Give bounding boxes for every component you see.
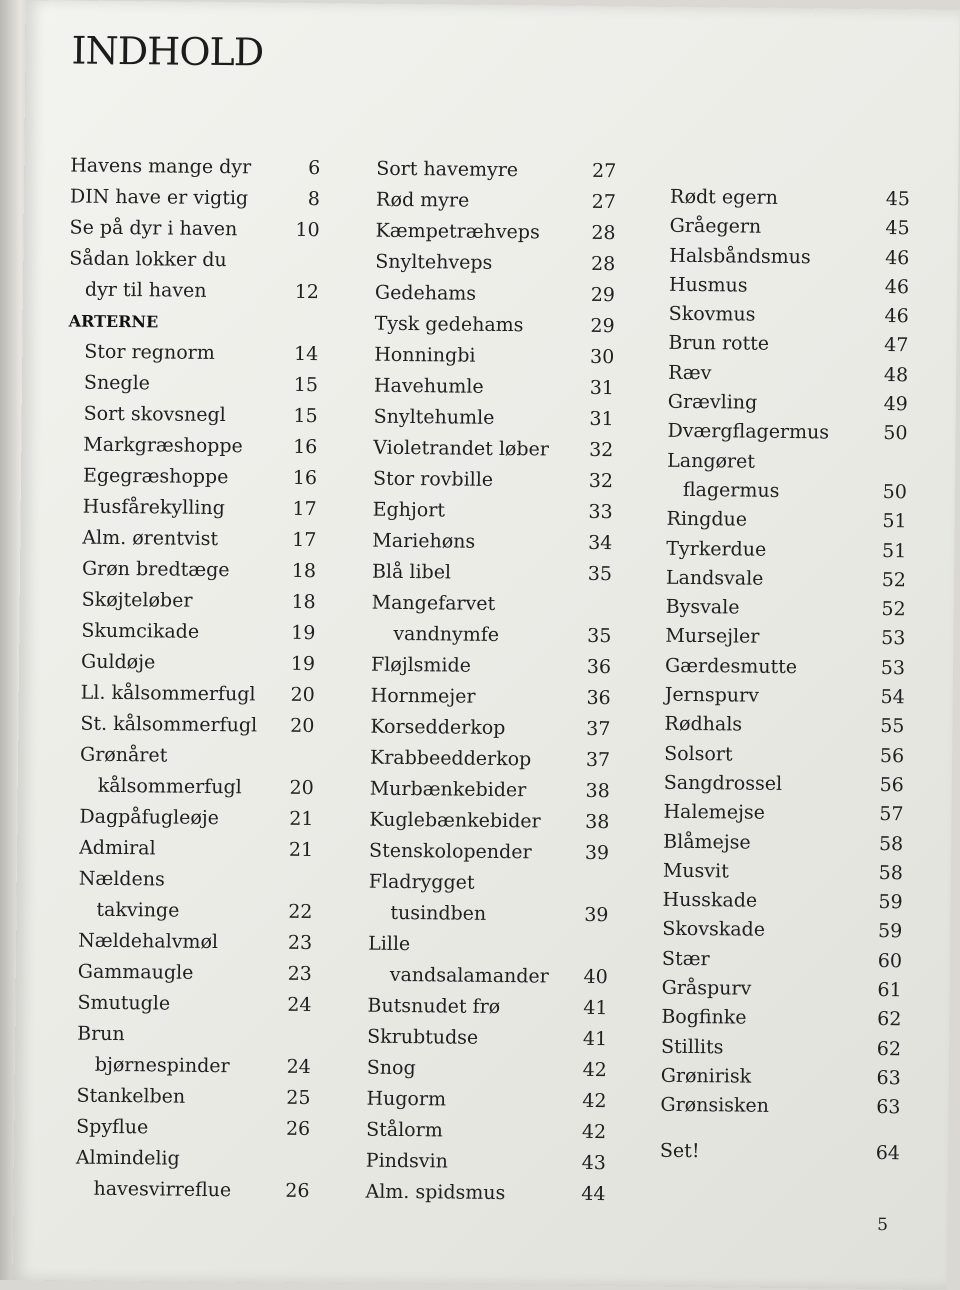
toc-column-3 [660, 183, 910, 1168]
toc-entry-name: Sort skovsnegl [83, 402, 226, 427]
toc-entry [660, 1091, 900, 1123]
toc-entry [669, 271, 909, 303]
toc-entry-page: 36 [586, 655, 612, 679]
toc-entry-name: Sort havemyre [376, 157, 519, 182]
toc-entry-page: 20 [289, 776, 314, 800]
toc-entry-page: 16 [293, 435, 318, 459]
toc-entry-page: 38 [585, 810, 610, 834]
toc-entry-name: Rødt egern [669, 185, 778, 209]
toc-entry-page: 20 [290, 714, 315, 738]
toc-entry-page: 58 [878, 832, 904, 855]
toc-entry-name: Ringdue [666, 508, 748, 531]
toc-entry [667, 417, 907, 449]
toc-entry-page: 27 [591, 190, 617, 214]
toc-entry-name: Mangefarvet [371, 591, 496, 615]
toc-entry-page: 21 [289, 807, 314, 831]
toc-entry [368, 960, 608, 994]
toc-entry-page: 22 [288, 900, 313, 924]
toc-entry-page: 58 [878, 861, 904, 885]
toc-entry [65, 615, 315, 649]
toc-entry [66, 553, 316, 587]
toc-entry [372, 588, 612, 622]
toc-entry-name: Skøjteløber [81, 588, 193, 612]
toc-entry-page: 27 [591, 159, 617, 183]
toc-entry-name: Lille [368, 932, 411, 956]
toc-entry-page: 17 [292, 528, 317, 552]
toc-entry [371, 650, 611, 684]
toc-entry-page: 10 [295, 218, 320, 242]
toc-entry [68, 398, 318, 432]
toc-entry [662, 974, 902, 1006]
toc-entry-name: Stillits [660, 1035, 724, 1058]
toc-entry-page: 23 [287, 931, 313, 955]
toc-entry [373, 433, 613, 467]
toc-entry [666, 593, 906, 625]
toc-entry [666, 505, 906, 537]
toc-entry-page: 60 [877, 949, 903, 972]
toc-entry-name: Halsbåndsmus [669, 244, 811, 268]
toc-entry [64, 708, 314, 742]
toc-entry-page: 55 [880, 715, 905, 738]
toc-entry [665, 622, 905, 654]
toc-entry-name: Butsnudet frø [367, 994, 501, 1019]
toc-entry [366, 1084, 606, 1118]
toc-entry [369, 867, 609, 901]
toc-entry [61, 987, 311, 1021]
toc-entry-name: Admiral [79, 836, 156, 860]
toc-entry-name: Sangdrossel [663, 771, 783, 795]
toc-entry [661, 1062, 901, 1094]
toc-entry-page: 63 [876, 1096, 901, 1119]
toc-entry-page: 32 [588, 469, 614, 493]
toc-entry-name: Honningbi [374, 343, 476, 367]
toc-entry-page: 54 [880, 686, 905, 709]
toc-entry [667, 446, 907, 478]
toc-entry-page: 12 [294, 280, 320, 304]
toc-entry [668, 329, 908, 361]
toc-entry-page: 43 [581, 1151, 606, 1175]
toc-entry-page: 62 [876, 1037, 902, 1060]
toc-entry [369, 836, 609, 870]
toc-entry-page: 51 [881, 539, 907, 562]
toc-entry-name: Gråspurv [661, 976, 752, 1000]
toc-entry-page: 35 [587, 624, 612, 648]
toc-entry [70, 181, 320, 215]
toc-entry-name: Stor regnorm [84, 340, 215, 364]
toc-entry-page: 31 [589, 407, 614, 431]
toc-entry-page: 48 [883, 363, 909, 387]
toc-entry-name: takvinge [96, 898, 180, 922]
toc-column-1 [59, 150, 320, 1207]
toc-entry-page: 56 [879, 773, 904, 797]
toc-entry-name: Rød myre [375, 188, 470, 212]
toc-entry [68, 367, 318, 401]
toc-entry-name: Krabbeedderkop [369, 746, 532, 771]
toc-entry-page: 61 [877, 978, 902, 1002]
toc-entry [374, 340, 614, 374]
toc-entry-name: Havehumle [373, 374, 484, 398]
toc-entry [365, 1177, 605, 1211]
toc-entry [66, 522, 316, 556]
toc-entry-page: 25 [286, 1086, 311, 1110]
toc-entry-page: 45 [885, 217, 910, 240]
toc-entry-page: 50 [882, 480, 908, 504]
toc-entry-name: Husmus [668, 273, 748, 297]
toc-entry-name: Grævling [667, 390, 758, 414]
toc-entry-page: 39 [584, 841, 610, 865]
toc-entry-name: Mursejler [665, 625, 760, 649]
toc-entry-page: 63 [876, 1066, 901, 1090]
toc-entry-name: Langøret [667, 449, 756, 473]
toc-entry-name: Stær [661, 947, 710, 970]
toc-entry [60, 1142, 310, 1176]
section-heading: ARTERNE [68, 311, 159, 332]
toc-entry [370, 743, 610, 777]
toc-entry [665, 681, 905, 713]
toc-entry-name: Guldøje [80, 650, 156, 674]
toc-entry-name: Grønirisk [660, 1064, 752, 1088]
toc-entry [61, 1018, 311, 1052]
toc-entry [668, 359, 908, 391]
toc-entry [373, 495, 613, 529]
toc-entry-page: 28 [591, 221, 616, 245]
toc-entry-page: 47 [884, 334, 909, 357]
toc-entry-name: Skrubtudse [367, 1025, 479, 1049]
toc-entry [664, 739, 904, 771]
toc-entry-name: Husfårekylling [82, 495, 225, 520]
toc-entry-name: Eghjort [372, 498, 446, 522]
toc-entry-page: 57 [879, 803, 904, 826]
toc-entry [62, 925, 312, 959]
toc-entry [372, 526, 612, 560]
toc-entry-name: Alm. spidsmus [365, 1180, 506, 1205]
toc-entry-name: Smutugle [77, 991, 171, 1015]
toc-entry-page: 46 [884, 275, 910, 299]
toc-entry [372, 557, 612, 591]
toc-entry [70, 150, 320, 184]
toc-entry [662, 915, 902, 947]
toc-entry [65, 646, 315, 680]
toc-entry-page: 42 [582, 1089, 607, 1113]
toc-entry [368, 898, 608, 932]
toc-entry [366, 1115, 606, 1149]
toc-entry-page: 50 [883, 422, 908, 445]
toc-entry-page: 42 [581, 1120, 607, 1144]
toc-entry [59, 1173, 309, 1207]
toc-entry-name: Musvit [662, 859, 729, 883]
toc-entry-name: vandnymfe [393, 622, 500, 646]
toc-entry-page: 41 [583, 996, 608, 1020]
toc-entry-page: 17 [292, 497, 317, 521]
toc-entry-name: Skovmus [668, 302, 756, 326]
toc-entry-page: 49 [883, 393, 908, 416]
toc-entry-name: Dagpåfugleøje [79, 805, 220, 830]
toc-entry [376, 185, 616, 219]
toc-entry-name: Fladrygget [368, 870, 475, 894]
toc-entry-name: Fløjlsmide [370, 653, 472, 677]
toc-entry-page: 36 [586, 686, 611, 710]
toc-entry-page: 37 [585, 748, 611, 772]
toc-entry-page: 19 [291, 621, 316, 645]
toc-entry-page: 33 [588, 500, 613, 524]
toc-entry-name: Havens mange dyr [70, 154, 252, 179]
toc-entry-page: 42 [582, 1058, 607, 1082]
toc-entry-name: Ræv [668, 361, 712, 384]
toc-entry-page: 30 [589, 345, 615, 369]
toc-entry [367, 1022, 607, 1056]
toc-entry-page: 29 [590, 283, 616, 307]
toc-entry-page: 16 [292, 466, 318, 490]
toc-entry-page: 18 [291, 559, 317, 583]
toc-entry-name: Blå libel [371, 560, 452, 584]
toc-entry-page: 6 [308, 156, 321, 180]
toc-entry-page: 52 [881, 568, 907, 592]
toc-entry-page: 45 [885, 188, 911, 211]
toc-entry-name: Gedehams [374, 281, 477, 305]
toc-entry-page: 39 [584, 903, 609, 927]
toc-entry-name: Nældehalvmøl [78, 929, 219, 954]
toc-entry-name: Halemejse [663, 800, 766, 825]
toc-entry [69, 212, 319, 246]
toc-entry [64, 739, 314, 773]
toc-entry-name: havesvirreflue [93, 1177, 232, 1202]
toc-entry-name: Sådan lokker du [69, 247, 227, 272]
toc-entry [375, 216, 615, 250]
toc-entry [662, 944, 902, 976]
toc-entry-name: Bogfinke [661, 1006, 747, 1029]
toc-entry-name: kålsommerfugl [97, 774, 242, 799]
toc-entry-name: Bysvale [665, 595, 740, 619]
toc-entry [66, 584, 316, 618]
toc-entry [69, 243, 319, 277]
page-number: 5 [877, 1214, 889, 1236]
toc-entry [666, 534, 906, 566]
toc-entry-name: tusindben [390, 901, 487, 925]
toc-entry-name: Spyflue [76, 1115, 149, 1139]
toc-entry [60, 1111, 310, 1145]
toc-entry-page: 32 [589, 438, 614, 462]
toc-entry-name: Jernspurv [664, 683, 760, 707]
toc-entry-page: 59 [878, 891, 903, 914]
toc-entry [665, 651, 905, 683]
toc-entry [367, 991, 607, 1025]
toc-entry [67, 491, 317, 525]
toc-entry-name: Mariehøns [372, 529, 476, 553]
toc-entry [375, 278, 615, 312]
toc-column-2 [365, 154, 616, 1210]
toc-entry [670, 183, 910, 215]
toc-entry-name: Egegræshoppe [82, 464, 229, 489]
toc-entry-name: Landsvale [665, 566, 764, 590]
toc-entry-name: Korsedderkop [370, 715, 506, 740]
toc-entry-page: 46 [884, 305, 909, 328]
toc-entry [366, 1146, 606, 1180]
toc-entry-name: Snyltehumle [373, 405, 495, 429]
book-page [13, 0, 960, 1290]
toc-entry-page: 15 [293, 404, 318, 428]
toc-entry-page: 40 [583, 965, 608, 989]
toc-entry-page: 18 [291, 590, 316, 614]
toc-entry-name: Murbænkebider [369, 777, 527, 802]
toc-entry [660, 1136, 900, 1168]
toc-entry [663, 827, 903, 859]
toc-entry-name: Tysk gedehams [374, 312, 524, 337]
toc-entry-name: Grønsisken [660, 1093, 770, 1118]
toc-entry-name: bjørnespinder [94, 1053, 230, 1078]
toc-entry-name: Grøn bredtæge [81, 557, 230, 582]
toc-entry [664, 710, 904, 742]
toc-entry [62, 894, 312, 928]
toc-entry-page: 37 [586, 717, 611, 741]
toc-entry-page: 21 [288, 838, 314, 862]
toc-entry-name: Stålorm [366, 1118, 443, 1142]
toc-entry-page: 31 [589, 376, 615, 400]
toc-entry-name: Stankelben [76, 1084, 186, 1108]
toc-entry-page: 44 [581, 1182, 606, 1206]
toc-entry [65, 677, 315, 711]
toc-entry-name: Dværgflagermus [667, 420, 830, 444]
page-title: INDHOLD [71, 28, 264, 75]
toc-entry [661, 1032, 901, 1064]
toc-entry-name: Alm. ørentvist [82, 526, 219, 551]
toc-entry-name: Hugorm [366, 1087, 447, 1111]
toc-entry [60, 1080, 310, 1114]
toc-entry-page: 56 [879, 744, 905, 767]
toc-entry [368, 929, 608, 963]
toc-entry-page: 59 [877, 920, 903, 943]
toc-entry-name: Kuglebænkebider [369, 808, 541, 833]
toc-entry [669, 241, 909, 273]
toc-entry [670, 212, 910, 244]
toc-entry-page: 19 [290, 652, 316, 676]
toc-entry-page: 34 [588, 531, 613, 555]
toc-entry-page: 14 [294, 342, 319, 366]
toc-entry-name: Set! [659, 1139, 700, 1162]
toc-entry-name: Stor rovbille [372, 467, 494, 491]
toc-entry [664, 769, 904, 801]
toc-entry-name: Gammaugle [77, 960, 194, 984]
toc-entry-name: Hornmejer [370, 684, 476, 708]
toc-entry-name: Grønåret [79, 743, 168, 767]
toc-entry-page: 64 [875, 1141, 901, 1164]
toc-entry-name: Gærdesmutte [664, 654, 798, 678]
toc-entry-name: Husskade [662, 888, 758, 912]
toc-entry [371, 681, 611, 715]
toc-entry [374, 371, 614, 405]
toc-entry [63, 832, 313, 866]
toc-entry-name: Skovskade [662, 918, 766, 942]
toc-entry [375, 247, 615, 281]
toc-entry-name: DIN have er vigtig [69, 185, 249, 210]
toc-entry-page: 53 [880, 656, 906, 679]
toc-entry-name: Snog [366, 1056, 416, 1080]
toc-entry [62, 956, 312, 990]
toc-entry-name: Rødhals [664, 713, 743, 736]
toc-entry [662, 886, 902, 918]
toc-entry-page: 8 [307, 187, 321, 211]
toc-entry-name: Tyrkerdue [666, 537, 767, 561]
toc-entry-page: 28 [590, 252, 616, 276]
toc-entry-page: 62 [877, 1008, 902, 1031]
toc-entry [64, 770, 314, 804]
toc-entry [68, 336, 318, 370]
toc-entry-page: 51 [882, 510, 907, 533]
toc-entry-page: 41 [582, 1027, 608, 1051]
toc-entry-name: dyr til haven [84, 278, 207, 302]
toc-entry-page: 52 [881, 598, 906, 621]
toc-entry-name: Pindsvin [365, 1149, 449, 1173]
toc-entry-page: 38 [585, 779, 610, 803]
toc-entry [373, 402, 613, 436]
toc-entry [67, 429, 317, 463]
toc-entry-name: Snegle [83, 371, 151, 395]
toc-entry [663, 798, 903, 830]
toc-entry-name: Gråegern [669, 215, 762, 239]
toc-entry-page: 15 [293, 373, 319, 397]
toc-entry-page: 53 [881, 627, 906, 650]
toc-entry-page: 26 [285, 1117, 311, 1141]
toc-entry-name: Kæmpetræhveps [375, 219, 540, 244]
toc-entry-page: 23 [287, 962, 312, 986]
toc-entry [376, 154, 616, 188]
toc-entry [367, 1053, 607, 1087]
toc-entry [374, 309, 614, 343]
toc-entry-name: Markgræshoppe [83, 433, 243, 458]
toc-entry-name: Almindelig [75, 1146, 180, 1170]
toc-entry-page: 20 [290, 683, 315, 707]
toc-entry-name: Snyltehveps [375, 250, 493, 274]
toc-entry-name: Ll. kålsommerfugl [80, 681, 256, 706]
toc-entry-page: 35 [587, 562, 613, 586]
toc-entry-name: Violetrandet løber [373, 436, 550, 461]
toc-entry-name: Stenskolopender [368, 839, 532, 864]
toc-entry-page: 24 [287, 993, 312, 1017]
toc-entry [663, 857, 903, 889]
toc-entry [63, 863, 313, 897]
toc-entry [667, 476, 907, 508]
toc-entry [668, 388, 908, 420]
toc-entry-page: 26 [285, 1179, 310, 1203]
toc-entry [661, 1003, 901, 1035]
toc-entry [61, 1049, 311, 1083]
toc-entry [69, 274, 319, 308]
toc-entry [67, 460, 317, 494]
toc-entry [669, 300, 909, 332]
toc-entry-name: Solsort [664, 742, 733, 766]
toc-entry-name: flagermus [682, 478, 780, 502]
toc-entry [370, 774, 610, 808]
toc-entry [373, 464, 613, 498]
toc-entry-name: Brun [77, 1022, 125, 1046]
toc-entry-name: Brun rotte [668, 332, 770, 356]
toc-entry-page: 24 [286, 1055, 311, 1079]
toc-entry-name: Blåmejse [663, 830, 751, 854]
toc-entry-name: Nældens [78, 867, 165, 891]
toc-entry-name: St. kålsommerfugl [80, 712, 258, 737]
toc-entry-page: 29 [590, 314, 615, 338]
toc-entry [371, 619, 611, 653]
toc-entry-name: vandsalamander [389, 963, 549, 988]
toc-entry [370, 712, 610, 746]
toc-entry [369, 805, 609, 839]
toc-entry-page: 46 [885, 246, 910, 269]
toc-entry [63, 801, 313, 835]
toc-entry [666, 564, 906, 596]
toc-entry-name: Skumcikade [81, 619, 200, 643]
toc-entry-name: Se på dyr i haven [69, 216, 238, 241]
